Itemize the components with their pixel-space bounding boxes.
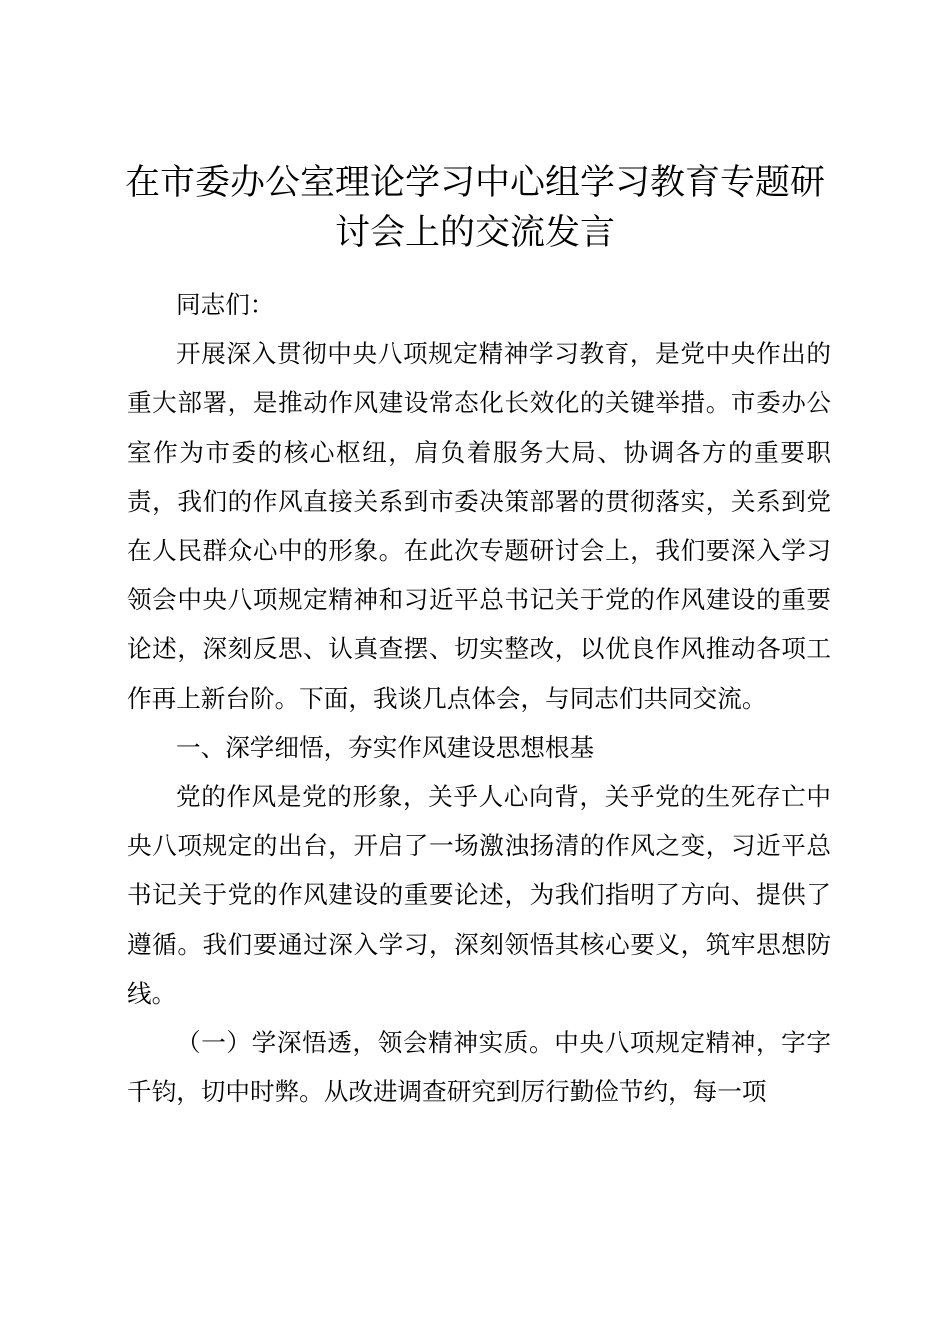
paragraph-section-1: 党的作风是党的形象，关乎人心向背，关乎党的生死存亡中央八项规定的出台，开启了一场激浊扬清的作风之变，习近平总书记关于党的作风建设的重要论述，为我们指明了方向、提供了遵循。我们要通过深入学习，深刻领悟其核心要义，筑牢思想防线。 [127,782,831,1008]
section-heading-1: 一、深学细悟，夯实作风建设思想根基 [176,732,595,762]
title-line-2: 讨会上的交流发言 [334,213,615,253]
salutation: 同志们： [176,290,275,319]
document-title [110,158,840,258]
paragraph-subsection-1: （一）学深悟透，领会精神实质。中央八项规定精神，字字千钧，切中时弊。从改进调查研究到厉行勤俭节约，每一项 [127,1028,831,1107]
document-body [127,280,831,1116]
paragraph-intro: 开展深入贯彻中央八项规定精神学习教育，是党中央作出的重大部署，是推动作风建设常态化长效化的关键举措。市委办公室作为市委的核心枢纽，肩负着服务大局、协调各方的重要职责，我们的作风直接关系到市委决策部署的贯彻落实，关系到党在人民群众心中的形象。在此次专题研讨会上，我们要深入学习领会中央八项规定精神和习近平总书记关于党的作风建设的重要论述，深刻反思、认真查摆、切实整改，以优良作风推动各项工作再上新台阶。下面，我谈几点体会，与同志们共同交流。 [127,339,831,713]
title-line-1: 在市委办公室理论学习中心组学习教育专题研 [124,163,825,203]
